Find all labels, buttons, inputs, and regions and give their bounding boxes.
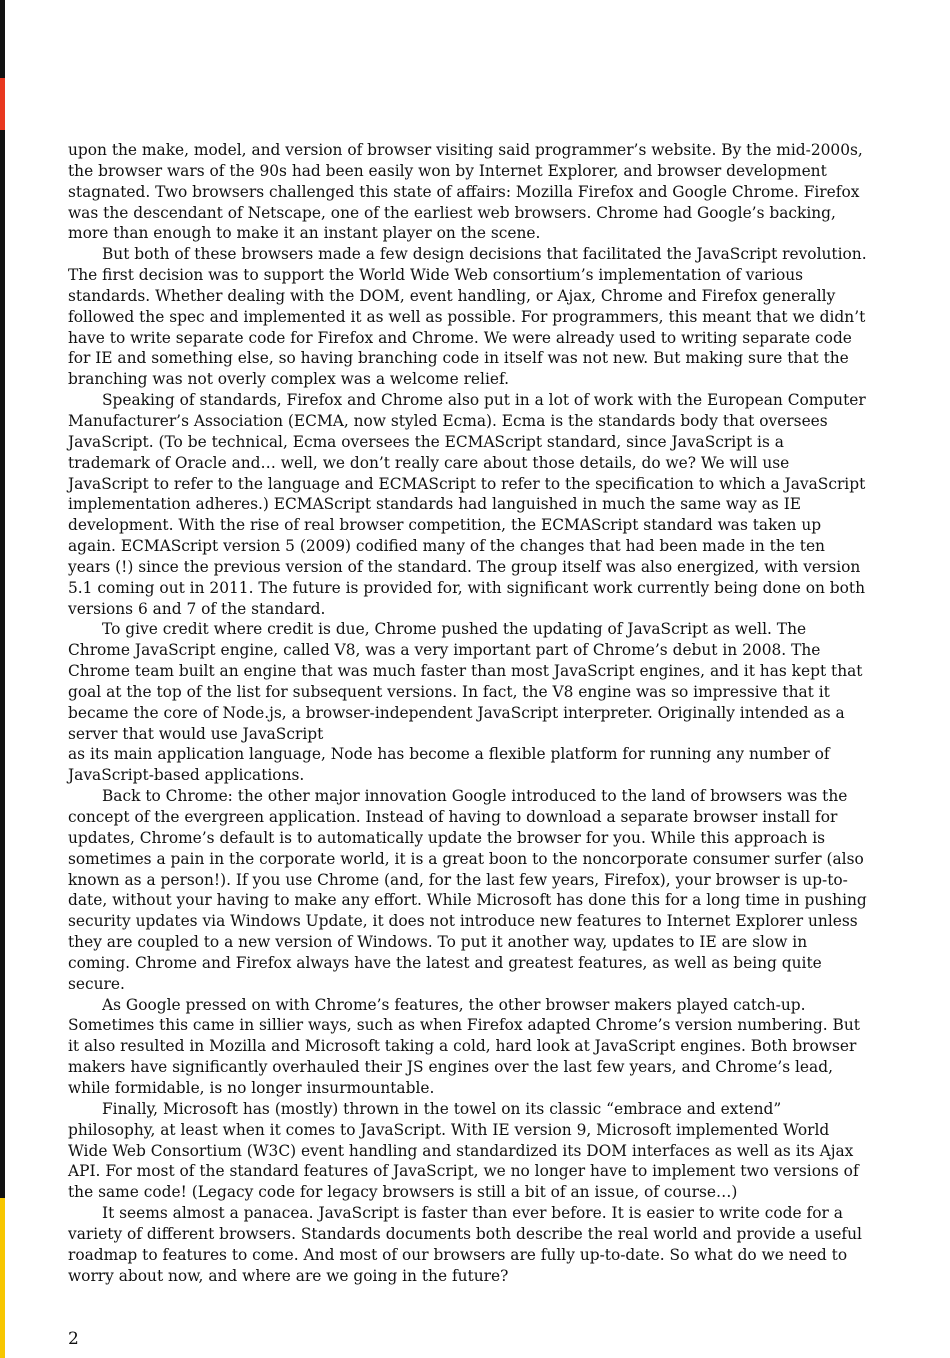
edge-bar-black <box>0 130 5 1198</box>
edge-bar-yellow <box>0 1198 5 1358</box>
paragraph-2: But both of these browsers made a few design decisions that facilitated the JavaScript revolution. <box>102 245 867 264</box>
paragraph-3: The first decision was to support the World Wide Web consortium’s implementation of various standards. Whether dealing with the DOM, event handling, or Ajax, Chrome and Firefox generally followed the spec and implemented it as well as possible. For programmers, this meant that we didn’t have to write separate code for Firefox and Chrome. We were already used to writing separate code for IE and something else, so having branching code in itself was not new. But making sure that the branching was not overly complex was a welcome relief. <box>68 266 866 389</box>
paragraph-5: To give credit where credit is due, Chrome pushed the updating of JavaScript as well. The Chrome JavaScript engine, called V8, was a very important part of Chrome’s debut in 2008. The Chrome team built an engine that was much faster than most JavaScript engines, and it has kept that goal at the top of the list for subsequent versions. In fact, the V8 engine was so impressive that it became the core of Node.js, a browser-independent JavaScript interpreter. Originally intended as a server that would use JavaScript <box>68 620 863 743</box>
page-number: 2 <box>68 1329 79 1349</box>
page-body <box>68 140 868 1286</box>
edge-bar-red <box>0 78 5 130</box>
paragraph-7: Back to Chrome: the other major innovation Google introduced to the land of browsers was the concept of the evergreen application. Instead of having to download a separate browser install for updates, Chrome’s default is to automatically update the browser for you. While this approach is sometimes a pain in the corporate world, it is a great boon to the noncorporate consumer surfer (also known as a person!). If you use Chrome (and, for the last few years, Firefox), your browser is up-to-date, without your having to make any effort. While Microsoft has done this for a long time in pushing security updates via Windows Update, it does not introduce new features to Internet Explorer unless they are coupled to a new version of Windows. To put it another way, updates to IE are slow in coming. Chrome and Firefox always have the latest and greatest features, as well as being quite secure. <box>68 787 867 993</box>
paragraph-4: Speaking of standards, Firefox and Chrome also put in a lot of work with the European Computer Manufacturer’s Association (ECMA, now styled Ecma). Ecma is the standards body that oversees JavaScript. (To be technical, Ecma oversees the ECMAScript standard, since JavaScript is a trademark of Oracle and… well, we don’t really care about those details, do we? We will use JavaScript to refer to the language and ECMAScript to refer to the specification to which a JavaScript implementation adheres.) ECMAScript standards had languished in much the same way as IE development. With the rise of real browser competition, the ECMAScript standard was taken up again. ECMAScript version 5 (2009) codified many of the changes that had been made in the ten years (!) since the previous version of the standard. The group itself was also energized, with version 5.1 coming out in 2011. The future is provided for, with significant work currently being done on both versions 6 and 7 of the standard. <box>68 391 866 618</box>
edge-bar-black-top <box>0 0 5 78</box>
paragraph-10: It seems almost a panacea. JavaScript is faster than ever before. It is easier to write code for a variety of different browsers. Standards documents both describe the real world and provide a useful roadmap to features to come. And most of our browsers are fully up-to-date. So what do we need to worry about now, and where are we going in the future? <box>68 1204 862 1285</box>
paragraph-6: as its main application language, Node has become a flexible platform for running any number of JavaScript-based applications. <box>68 745 830 785</box>
paragraph-1: upon the make, model, and version of browser visiting said programmer’s website. By the mid-2000s, the browser wars of the 90s had been easily won by Internet Explorer, and browser development stagnated. Two browsers challenged this state of affairs: Mozilla Firefox and Google Chrome. Firefox was the descendant of Netscape, one of the earliest web browsers. Chrome had Google’s backing, more than enough to make it an instant player on the scene. <box>68 141 863 243</box>
paragraph-9: Finally, Microsoft has (mostly) thrown in the towel on its classic “embrace and extend” philosophy, at least when it comes to JavaScript. With IE version 9, Microsoft implemented World Wide Web Consortium (W3C) event handling and standardized its DOM interfaces as well as its Ajax API. For most of the standard features of JavaScript, we no longer have to implement two versions of the same code! (Legacy code for legacy browsers is still a bit of an issue, of course…) <box>68 1099 859 1202</box>
paragraph-8: As Google pressed on with Chrome’s features, the other browser makers played catch-up. Sometimes this came in sillier ways, such as when Firefox adapted Chrome’s version numbering. But it also resulted in Mozilla and Microsoft taking a cold, hard look at JavaScript engines. Both browser makers have significantly overhauled their JS engines over the last few years, and Chrome’s lead, while formidable, is no longer insurmountable. <box>68 995 860 1097</box>
